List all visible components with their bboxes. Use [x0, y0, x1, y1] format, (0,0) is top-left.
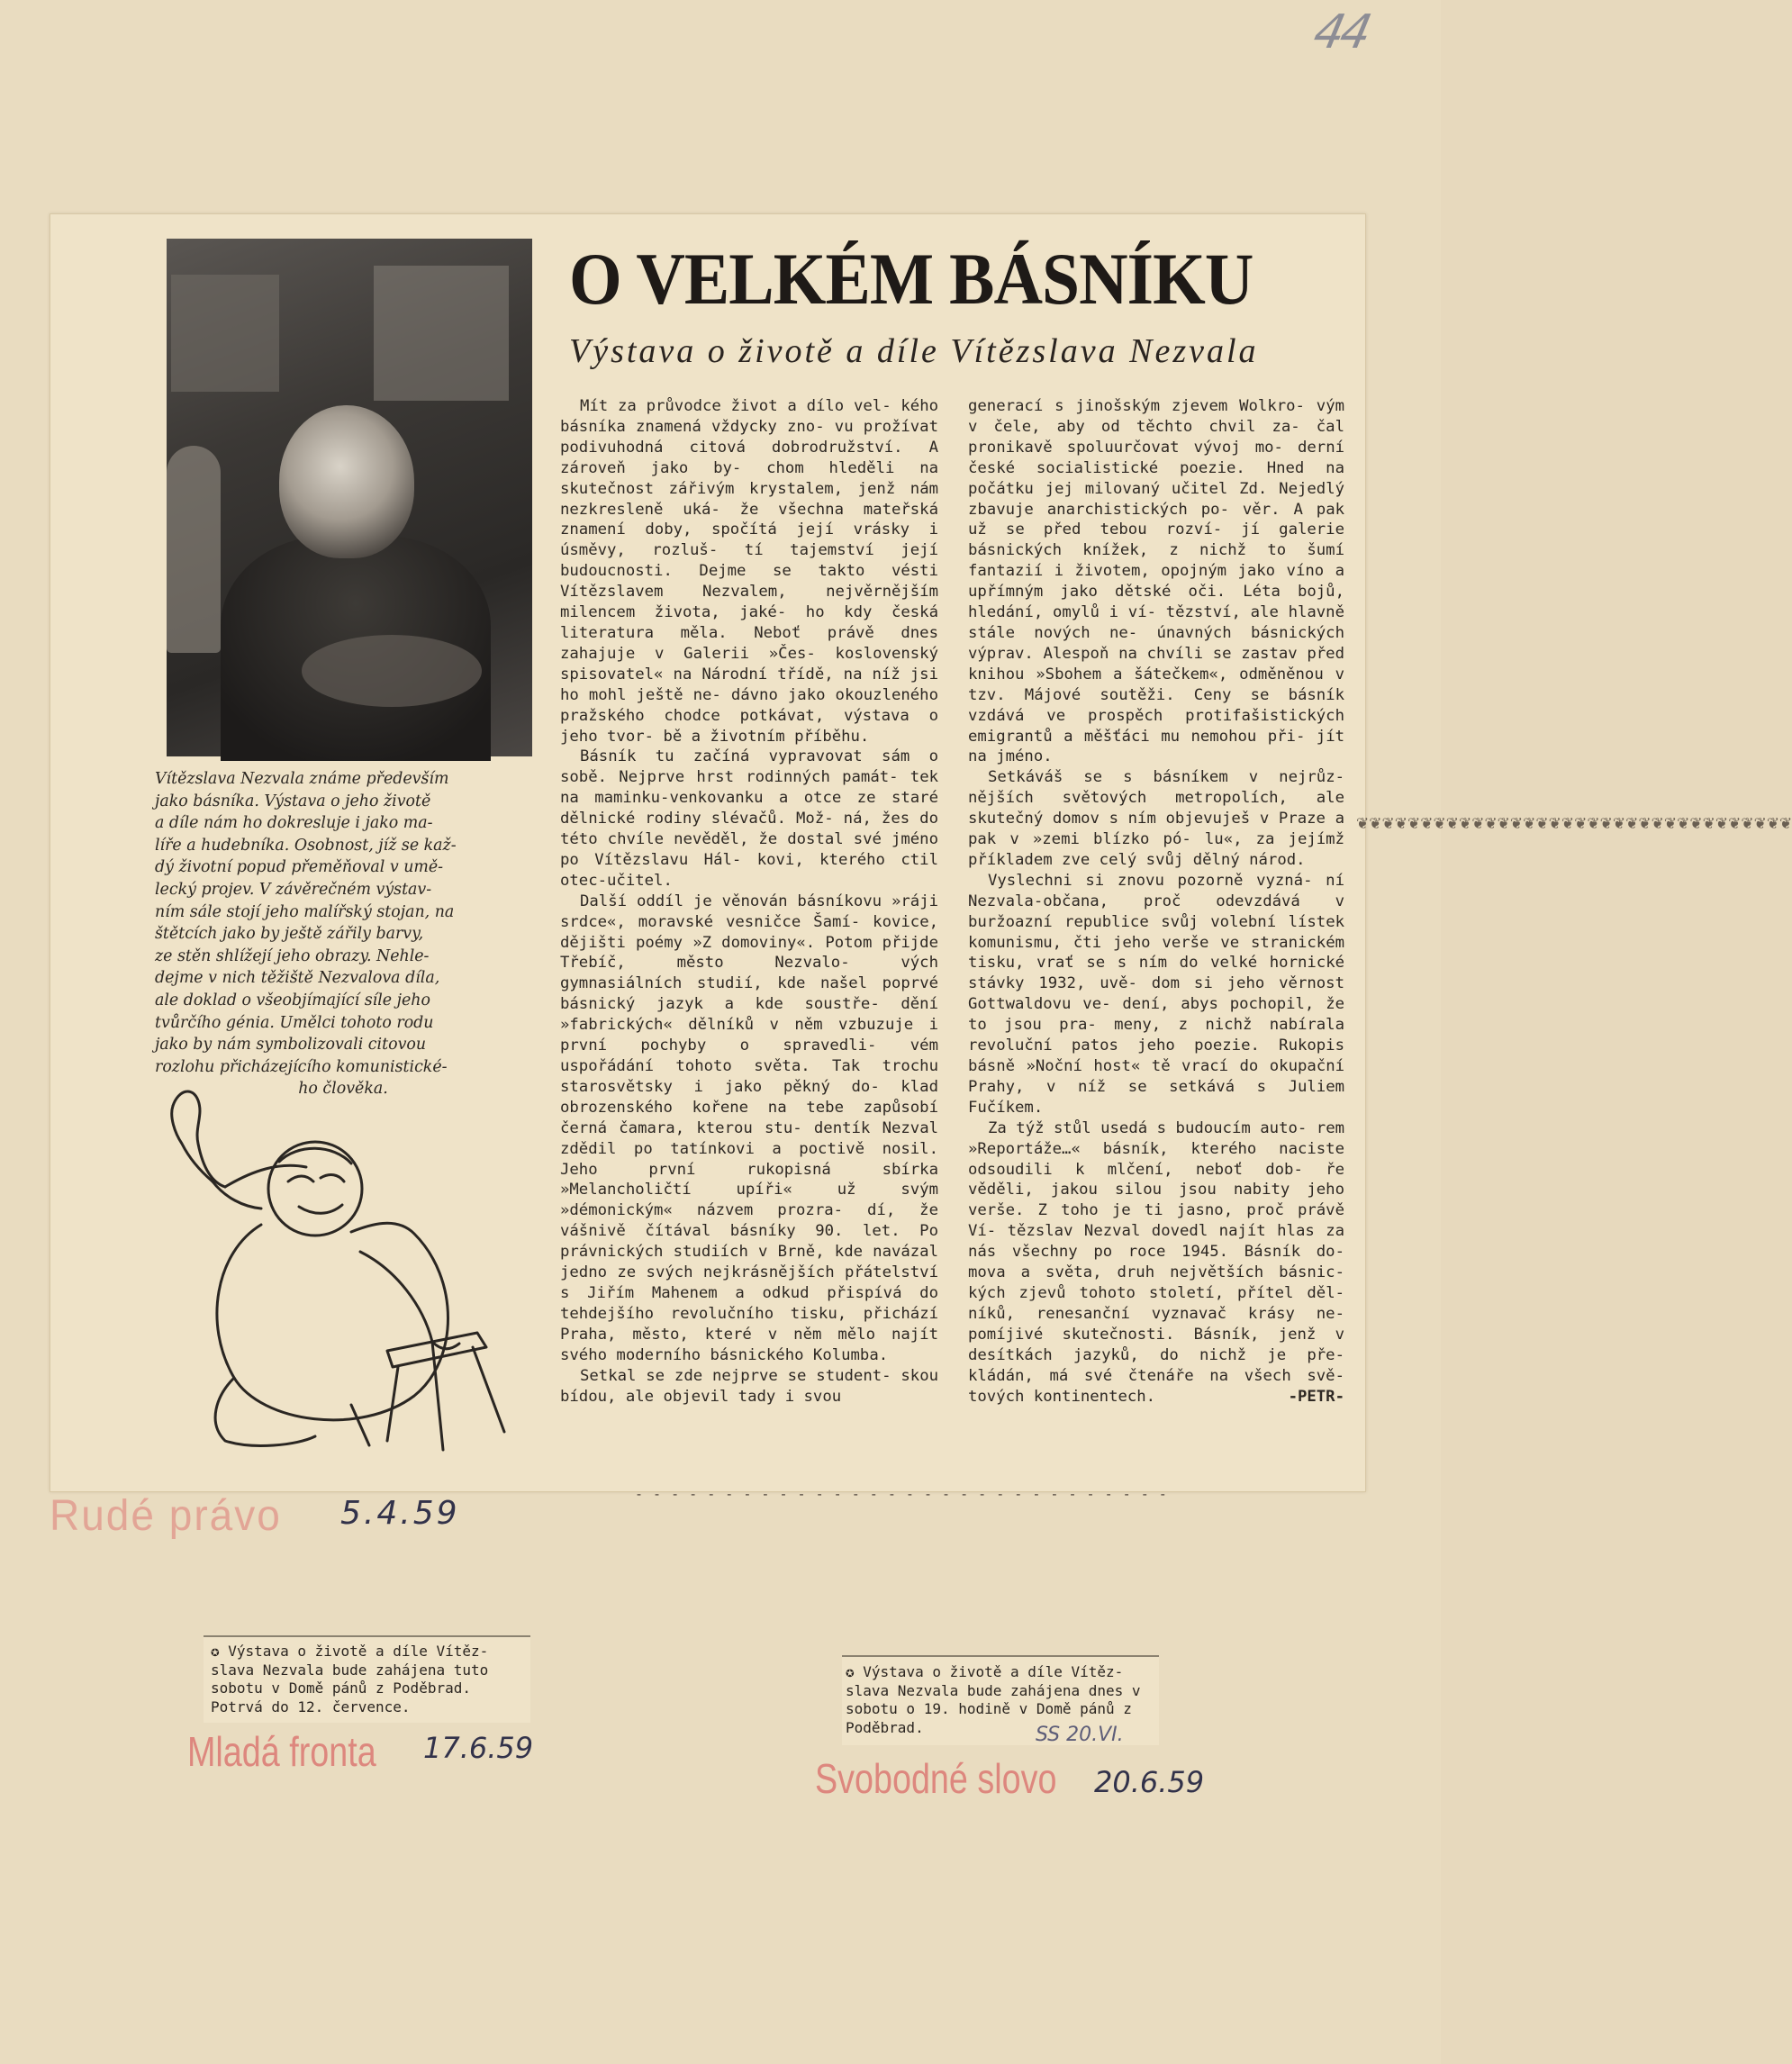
caption-line: štětcích jako by ještě zářily barvy, [155, 925, 424, 944]
article-column-2 [968, 396, 1344, 1407]
caption-line: tvůrčího génia. Umělci tohoto rodu [155, 1013, 434, 1032]
caption-line: ním sále stojí jeho malířský stojan, na [155, 902, 455, 921]
stamp-rude-pravo: Rudé právo [50, 1489, 282, 1540]
caption-line: jako by nám symbolizovali citovou [155, 1036, 427, 1055]
caption-line: dejme v nich těžiště Nezvalova díla, [155, 969, 440, 988]
ornament-border: ❦❦❦❦❦❦❦❦❦❦❦❦❦❦❦❦❦❦❦❦❦❦❦❦❦❦❦❦❦❦❦❦❦❦ [1356, 815, 1792, 833]
handwritten-date-2: 17.6.59 [423, 1731, 534, 1765]
paragraph: Vyslechni si znovu pozorně vyzná- ní Nezvala-občana, proč odevzdává v buržoazní republice svůj volební lístek komunismu, čti jeho verše ve stranickém tisku, vrať se s ním do velké hornické stávky 1932, uvě- dom si jeho věrnost Gottwaldovu ve- dení, abys pochopil, že to jsou pra- meny, z nichž nabírala revoluční patos jeho poezie. Rukopis básně »Noční host« tě vrací do okupační Prahy, v níž se setkává s Juliem Fučíkem. [968, 871, 1344, 1117]
article-column-1 [560, 396, 938, 1407]
paragraph: Setkal se zde nejprve se student- skou bídou, ale objevil tady i svou [560, 1366, 938, 1406]
caption-line: Vítězslava Nezvala známe především [155, 770, 449, 788]
paragraph-text: Za týž stůl usedá s budoucím auto- rem »Reportáže…« básník, kterého naciste odsoudili k mlčení, neboť dob- ře věděli, jakou silou jsou nabity jeho verše. Z toho je ti jasno, proč právě Ví- tězslav Nezval dovedl najít hlas za nás všechny po roce 1945. Básník do- mova a světa, druh největších básnic- kých zjevů tohoto století, přítel děl- níků, renesanční vyznavač krásy ne- pomíjivé skutečnosti. Básník, jenž v desítkách jazyků, do nichž je pře- kládán, má své čtenáře na všech svě- tových kontinentech. [968, 1118, 1344, 1406]
paragraph: Básník tu začíná vypravovat sám o sobě. Nejprve hrst rodinných památ- tek na maminku-venkovanku a otce ze staré dělnické rodiny slévačů. Mož- ná, žes do této chvíle nevěděl, že dostal své jméno po Vítězslavu Hál- kovi, kterého ctil otec-učitel. [560, 747, 938, 890]
bullet-icon: ✪ [211, 1643, 220, 1660]
author-signature: -PETR- [1288, 1387, 1344, 1406]
subheadline: Výstava o životě a díle Vítězslava Nezvala [569, 332, 1259, 370]
paragraph: Setkáváš se s básníkem v nejrůz- nějších světových metropolích, ale skutečný domov s ním objevuješ v Praze a pak v »zemi blízko pó- lu«, za jejímž příkladem zve celý svůj dělný národ. [968, 768, 1344, 869]
handwritten-date-1: 5.4.59 [340, 1495, 460, 1532]
stamp-mlada-fronta: Mladá fronta [187, 1728, 376, 1775]
stamp-svobodne-slovo: Svobodné slovo [815, 1755, 1057, 1802]
caption-line: lecký projev. V závěrečném výstav- [155, 880, 432, 899]
notice-text: Výstava o životě a díle Vítěz- slava Nezvala bude zahájena dnes v sobotu o 19. hodině v Domě pánů z Poděbrad. [846, 1663, 1141, 1736]
caption-line: líře a hudebníka. Osobnost, jíž se kaž- [155, 836, 457, 855]
caption-line: ale doklad o všeobjímající síle jeho [155, 991, 430, 1009]
caption-line: a díle nám ho dokresluje i jako ma- [155, 814, 433, 833]
bullet-icon: ✪ [846, 1663, 855, 1680]
caption-line: jako básníka. Výstava o jeho životě [155, 792, 431, 810]
divider-line: - - - - - - - - - - - - - - - - - - - - - - - - - - - - - - [635, 1486, 1168, 1502]
paragraph: generací s jinošským zjevem Wolkro- vým v čele, aby od těchto chvil za- čal pronikavě spoluurčovat vývoj mo- derní české socialistické poezie. Hned na počátku jej milovaný učitel Zd. Nejedlý zbavuje anarchistických po- věr. A pak už se před tebou rozví- jí galerie básnických knížek, z nichž to šumí fantazií i životem, opojným jako víno a upřímným jako dětské oči. Léta bojů, hledání, omylů i ví- tězství, ale hlavně stále nových ne- únavných básnických výprav. Alespoň na chvíli se zastav před knihou »Sbohem a šátečkem«, odměněnou v tzv. Májové soutěži. Ceny se básník vzdává ve prospěch protifašistických emigrantů a měšťáci mu nemohou při- jít na jméno. [968, 397, 1344, 766]
headline: O VELKÉM BÁSNÍKU [569, 238, 1253, 320]
handwritten-date-3: 20.6.59 [1094, 1765, 1205, 1799]
paragraph: Další oddíl je věnován básníkovu »ráji srdce«, moravské vesničce Šamí- kovice, dějišti poémy »Z domoviny«. Potom přijde Třebíč, město Nezvalo- vých gymnasiálních studií, kde našel poprvé básnický jazyk a kde soustře- dění »fabrických« dělníků v něm vzbuzuje i první pochyby o spravedli- vém uspořádání tohoto světa. Tak trochu starosvětsky i jako pěkný do- klad obrozenského kořene na tebe zapůsobí černá čamara, kterou stu- dentík Nezval zdědil po tatínkovi a poctivě nosil. Jeho první rukopisná sbírka »Melancholičtí upíři« už svým »démonickým« názvem prozra- dí, že vášnivě čítával básníky 90. let. Po právnických studiích v Brně, kde navázal jedno ze svých nejkrásnějších přátelství s Jiřím Mahenem a odkud přispívá do tehdejšího revolučního tisku, přichází Praha, město, které v něm mělo najít svého moderního básnického Kolumba. [560, 892, 938, 1364]
photo-nezval-portrait [167, 239, 532, 756]
paragraph [968, 1118, 1344, 1408]
handwritten-note: SS 20.VI. [1036, 1724, 1124, 1746]
cartoon-drawing [162, 1081, 540, 1459]
page-number: 44 [1308, 5, 1373, 59]
notice-text: Výstava o životě a díle Vítěz- slava Nezvala bude zahájena tuto sobotu v Domě pánů z Poděbrad. Potrvá do 12. července. [211, 1643, 489, 1715]
caption-line: dý životní popud přeměňoval v umě- [155, 858, 444, 877]
notice-clipping-1 [204, 1635, 530, 1723]
photo-caption [155, 768, 531, 1100]
caption-line: ze stěn shlížejí jeho obrazy. Nehle- [155, 946, 430, 965]
caption-line: ho člověka. [298, 1080, 388, 1099]
caption-line: rozlohu přicházejícího komunistické- [155, 1057, 448, 1076]
paragraph: Mít za průvodce život a dílo vel- kého básníka znamená vždycky zno- vu prožívat podivuhodná citová dobrodružství. A zároveň jako by- chom hleděli na skutečnost zářivým krystalem, jenž nám nezkresleně uká- že všechna mateřská znamení doby, spočítá její vrásky i úsměvy, rozluš- tí tajemství její budoucnosti. Dejme se takto vésti Vítězslavem Nezvalem, nejvěrnějším milencem života, jaké- ho kdy česká literatura měla. Neboť právě dnes zahajuje v Galerii »Čes- koslovenský spisovatel« na Národní třídě, na níž jsi ho mohl ještě ne- dávno jako okouzleného pražského chodce potkávat, výstava o jeho tvor- bě a životním příběhu. [560, 397, 938, 746]
